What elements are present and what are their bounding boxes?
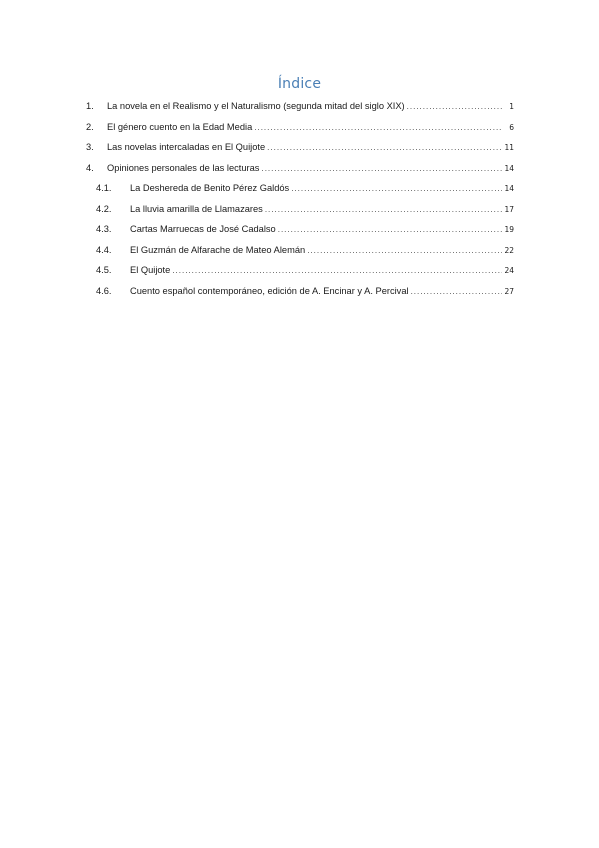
toc-entry-number: 4.2.	[96, 203, 112, 214]
toc-entry-page: 22	[504, 245, 514, 255]
toc-entry-number: 4.1.	[96, 183, 112, 193]
toc-entry-text: La lluvia amarilla de Llamazares	[130, 203, 263, 214]
toc-entry-number: 4.3.	[96, 224, 112, 234]
table-of-contents	[86, 96, 514, 301]
toc-entry-text: Las novelas intercaladas en El Quijote	[107, 142, 266, 152]
toc-entry-page: 14	[504, 184, 514, 193]
toc-entry-4-2[interactable]	[86, 199, 514, 220]
toc-entry-2[interactable]	[86, 117, 514, 138]
toc-leader-dots	[261, 159, 502, 180]
toc-entry-text: Cartas Marruecas de José Cadalso	[130, 224, 276, 234]
toc-entry-number: 3.	[86, 142, 94, 152]
toc-entry-text: El Guzmán de Alfarache de Mateo Alemán	[130, 244, 306, 255]
toc-entry-page: 27	[504, 286, 514, 296]
toc-entry-text: El género cuento en la Edad Media	[107, 121, 253, 132]
toc-entry-text: La novela en el Realismo y el Naturalismo (segunda mitad del siglo XIX)	[107, 101, 405, 111]
toc-entry-text: El Quijote	[130, 265, 171, 275]
toc-entry-text: Opiniones personales de las lecturas	[107, 162, 260, 173]
toc-entry-4-4[interactable]	[86, 240, 514, 261]
toc-leader-dots	[307, 241, 502, 262]
toc-entry-4-3[interactable]	[86, 219, 514, 240]
toc-entry-page: 24	[504, 266, 514, 275]
toc-entry-number: 4.6.	[96, 285, 112, 296]
toc-leader-dots	[411, 282, 502, 303]
toc-title: Índice	[277, 76, 322, 92]
toc-entry-1[interactable]	[86, 96, 514, 117]
toc-leader-dots	[254, 118, 502, 139]
toc-leader-dots	[278, 220, 502, 241]
toc-entry-4-1[interactable]	[86, 178, 514, 199]
toc-entry-number: 2.	[86, 121, 94, 132]
toc-entry-page: 17	[504, 204, 514, 214]
toc-entry-page: 19	[504, 225, 514, 234]
toc-entry-number: 4.	[86, 162, 94, 173]
toc-leader-dots	[265, 200, 502, 221]
toc-entry-4-6[interactable]	[86, 281, 514, 302]
toc-entry-number: 4.4.	[96, 244, 112, 255]
toc-entry-page: 1	[509, 102, 514, 111]
toc-entry-number: 4.5.	[96, 265, 112, 275]
toc-entry-page: 11	[504, 143, 514, 152]
toc-entry-4-5[interactable]	[86, 260, 514, 281]
toc-leader-dots	[172, 261, 502, 282]
toc-leader-dots	[407, 97, 502, 118]
toc-leader-dots	[291, 179, 502, 200]
toc-entry-number: 1.	[86, 101, 94, 111]
toc-entry-page: 14	[504, 163, 514, 173]
toc-leader-dots	[267, 138, 502, 159]
toc-entry-4[interactable]	[86, 158, 514, 179]
toc-entry-text: Cuento español contemporáneo, edición de A. Encinar y A. Percival	[130, 285, 409, 296]
toc-entry-page: 6	[509, 122, 514, 132]
toc-entry-3[interactable]	[86, 137, 514, 158]
toc-entry-text: La Deshereda de Benito Pérez Galdós	[130, 183, 290, 193]
